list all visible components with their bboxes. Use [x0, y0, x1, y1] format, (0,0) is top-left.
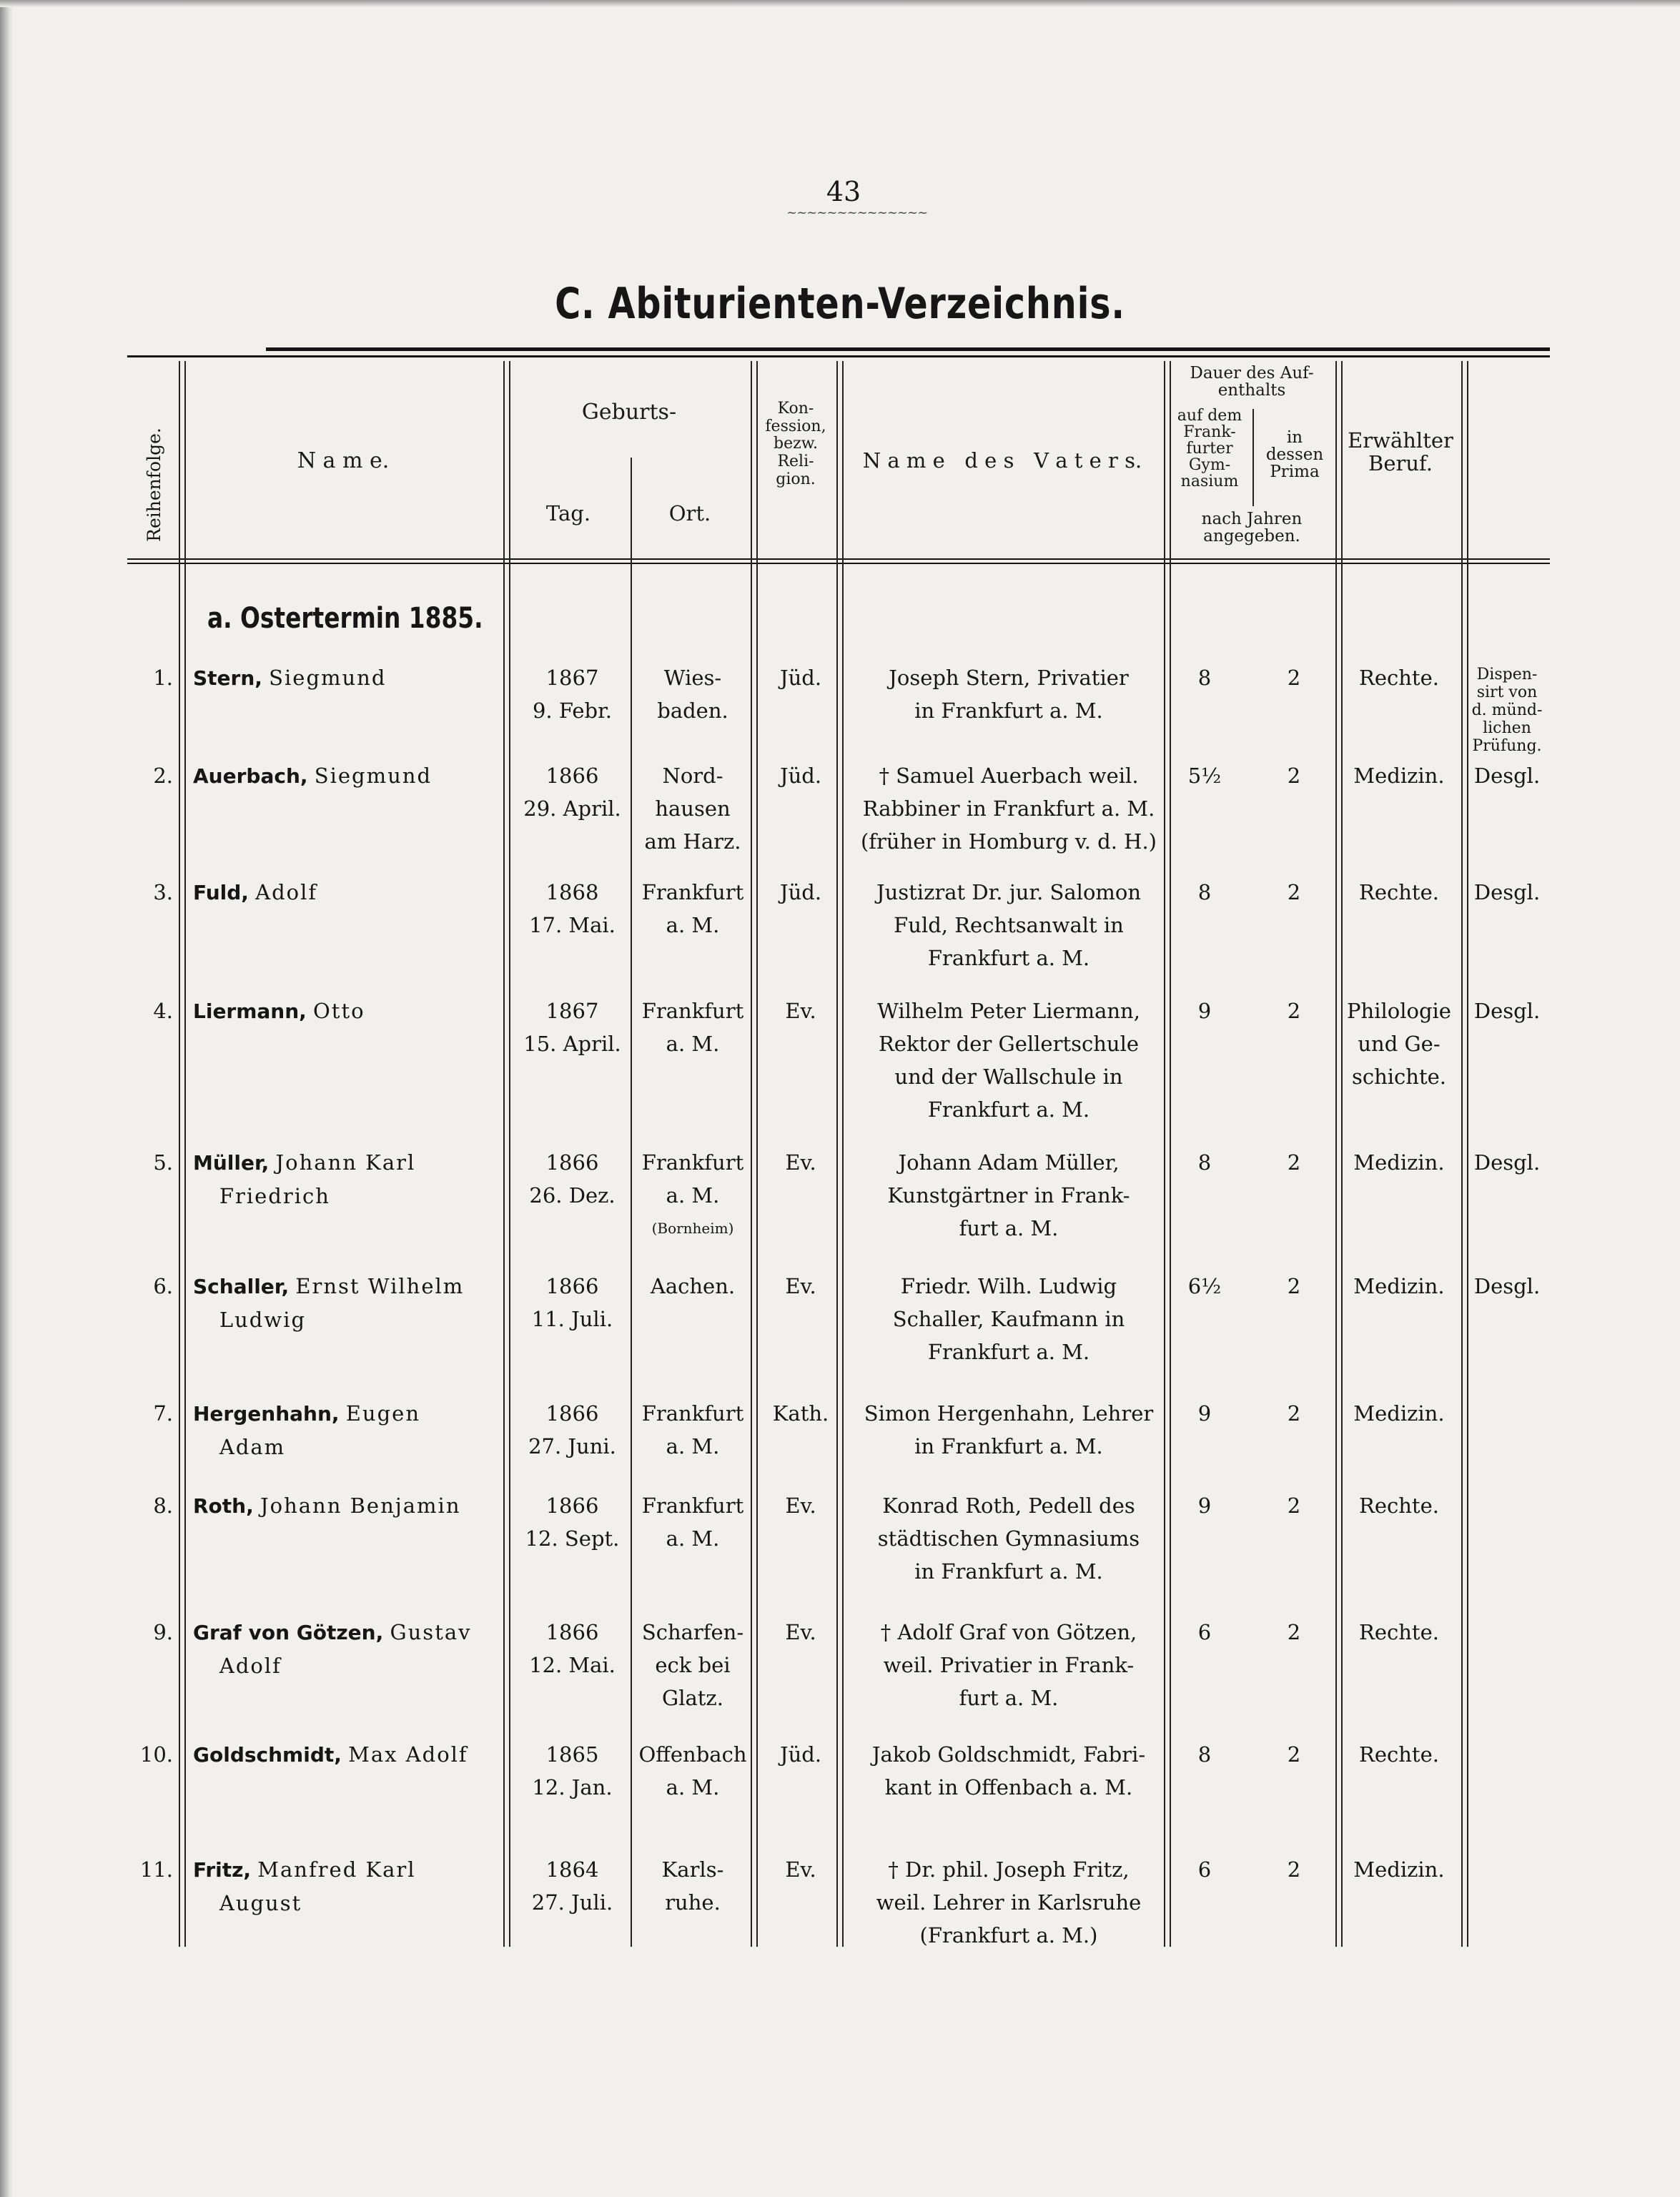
student-surname: Hergenhahn,	[193, 1402, 340, 1426]
row-number: 9.	[153, 1620, 173, 1644]
years-in-prima: 2	[1287, 1620, 1301, 1644]
student-given-names: Gustav	[390, 1620, 472, 1644]
student-surname: Roth,	[193, 1494, 254, 1518]
birth-place: Aachen.	[650, 1274, 736, 1298]
header-ort: Ort.	[668, 501, 711, 525]
header-dauer-top: Dauer des Auf- enthalts	[1190, 364, 1314, 400]
years-at-gymnasium: 9	[1197, 1401, 1212, 1426]
student-name	[193, 1853, 508, 1920]
student-name	[193, 1397, 508, 1463]
scan-shadow-top	[0, 0, 1680, 7]
student-surname: Liermann,	[193, 999, 307, 1023]
years-in-prima: 2	[1287, 1857, 1301, 1882]
years-in-prima: 2	[1287, 1401, 1301, 1426]
student-name	[193, 1270, 508, 1336]
years-in-prima: 2	[1287, 764, 1301, 788]
scan-shadow-left	[0, 0, 13, 2197]
confession: Jüd.	[779, 880, 822, 904]
row-number: 6.	[153, 1274, 173, 1298]
years-in-prima: 2	[1287, 1150, 1301, 1175]
row-number: 8.	[153, 1494, 173, 1518]
remark: Desgl.	[1473, 764, 1541, 788]
header-geburts: Geburts-	[581, 400, 677, 425]
row-number: 4.	[153, 999, 173, 1023]
birth-date: 1866 11. Juli.	[531, 1274, 613, 1331]
header-name: N a m e.	[297, 448, 390, 473]
student-surname: Fritz,	[193, 1858, 252, 1882]
student-name	[193, 1616, 508, 1682]
chosen-profession: Medizin.	[1353, 1150, 1445, 1175]
section-title: C. Abiturienten-Verzeichnis.	[555, 279, 1125, 329]
student-name	[193, 1489, 508, 1523]
chosen-profession: Rechte.	[1359, 666, 1439, 690]
student-surname: Schaller,	[193, 1275, 290, 1298]
student-name	[193, 661, 508, 695]
birth-date: 1866 29. April.	[523, 764, 621, 821]
chosen-profession: Rechte.	[1359, 1620, 1439, 1644]
subsection-heading: a. Ostertermin 1885.	[207, 602, 483, 635]
chosen-profession: Rechte.	[1359, 1494, 1439, 1518]
confession: Ev.	[785, 1150, 816, 1175]
birth-place: Frankfurt a. M.	[641, 999, 744, 1056]
student-given-names: Manfred Karl	[257, 1857, 416, 1882]
birth-place: Frankfurt a. M.	[641, 1401, 744, 1458]
student-given-names: Johann Karl	[275, 1150, 416, 1175]
student-name	[193, 876, 508, 909]
header-dauer-prima: in dessen Prima	[1265, 428, 1324, 482]
chosen-profession: Rechte.	[1359, 880, 1439, 904]
row-number: 2.	[153, 764, 173, 788]
student-name	[193, 994, 508, 1028]
student-given-names-continued: Ludwig	[219, 1308, 307, 1332]
student-given-names-continued: Adolf	[219, 1654, 282, 1678]
student-surname: Auerbach,	[193, 764, 308, 788]
birth-place: Nord- hausen am Harz.	[644, 764, 741, 854]
confession: Ev.	[785, 1274, 816, 1298]
confession: Jüd.	[779, 1742, 822, 1767]
row-number: 5.	[153, 1150, 173, 1175]
confession: Ev.	[785, 1620, 816, 1644]
father-name: † Adolf Graf von Götzen, weil. Privatier in Frank- furt a. M.	[880, 1620, 1137, 1710]
student-given-names: Johann Benjamin	[260, 1494, 461, 1518]
student-given-names: Eugen	[345, 1401, 420, 1426]
confession: Ev.	[785, 1494, 816, 1518]
birth-date: 1867 9. Febr.	[532, 666, 613, 723]
student-surname: Stern,	[193, 666, 262, 690]
birth-date: 1867 15. April.	[523, 999, 621, 1056]
years-at-gymnasium: 5½	[1187, 764, 1222, 788]
row-number: 10.	[139, 1742, 173, 1767]
chosen-profession: Philologie und Ge- schichte.	[1347, 999, 1451, 1089]
student-name	[193, 759, 508, 793]
col-divider-prima	[1252, 409, 1254, 506]
header-tag: Tag.	[545, 501, 591, 525]
birth-place: Karls- ruhe.	[661, 1857, 724, 1915]
years-at-gymnasium: 9	[1197, 1494, 1212, 1518]
chosen-profession: Medizin.	[1353, 1857, 1445, 1882]
birth-place: Frankfurt a. M.	[641, 1150, 744, 1208]
remark: Desgl.	[1473, 880, 1541, 904]
header-beruf: Erwählter Beruf.	[1348, 428, 1453, 476]
header-vater: N a m e d e s V a t e r s.	[862, 448, 1142, 473]
student-name	[193, 1738, 508, 1772]
birth-date: 1866 26. Dez.	[529, 1150, 616, 1208]
birth-place: Frankfurt a. M.	[641, 1494, 744, 1551]
header-reihenfolge: Reihenfolge.	[144, 428, 164, 542]
header-konfession: Kon- fession, bezw. Reli- gion.	[765, 400, 826, 488]
years-at-gymnasium: 9	[1197, 999, 1212, 1023]
birth-place: Scharfen- eck bei Glatz.	[641, 1620, 744, 1710]
student-given-names: Adolf	[255, 880, 318, 904]
years-in-prima: 2	[1287, 1494, 1301, 1518]
remark: Desgl.	[1473, 1274, 1541, 1298]
remark: Desgl.	[1473, 999, 1541, 1023]
years-in-prima: 2	[1287, 999, 1301, 1023]
student-given-names: Max Adolf	[348, 1742, 468, 1767]
remark: Desgl.	[1473, 1150, 1541, 1175]
father-name: † Samuel Auerbach weil. Rabbiner in Frankfurt a. M. (früher in Homburg v. d. H.)	[860, 764, 1157, 854]
years-at-gymnasium: 6	[1197, 1620, 1212, 1644]
father-name: Simon Hergenhahn, Lehrer in Frankfurt a. M.	[864, 1401, 1154, 1458]
row-number: 3.	[153, 880, 173, 904]
years-at-gymnasium: 8	[1197, 1150, 1212, 1175]
years-in-prima: 2	[1287, 1742, 1301, 1767]
col-divider-name	[179, 361, 186, 1947]
page-number: 43	[826, 176, 861, 207]
student-given-names: Siegmund	[269, 666, 387, 690]
birth-place: Wies- baden.	[657, 666, 728, 723]
birth-date: 1864 27. Juli.	[531, 1857, 613, 1915]
row-number: 1.	[153, 666, 173, 690]
years-in-prima: 2	[1287, 880, 1301, 904]
row-number: 11.	[139, 1857, 173, 1882]
birth-date: 1868 17. Mai.	[529, 880, 616, 937]
years-at-gymnasium: 6½	[1187, 1274, 1222, 1298]
title-rule	[266, 347, 1550, 351]
row-number: 7.	[153, 1401, 173, 1426]
student-given-names: Otto	[313, 999, 365, 1023]
years-at-gymnasium: 8	[1197, 880, 1212, 904]
father-name: Wilhelm Peter Liermann, Rektor der Gellertschule und der Wallschule in Frankfurt a. M.	[877, 999, 1140, 1122]
father-name: Jakob Goldschmidt, Fabri- kant in Offenbach a. M.	[871, 1742, 1146, 1799]
confession: Kath.	[772, 1401, 829, 1426]
student-surname: Fuld,	[193, 881, 249, 904]
student-surname: Müller,	[193, 1151, 270, 1175]
confession: Jüd.	[779, 764, 822, 788]
student-name	[193, 1146, 508, 1213]
birth-date: 1866 27. Juni.	[528, 1401, 616, 1458]
header-dauer-bottom: nach Jahren angegeben.	[1201, 510, 1303, 546]
chosen-profession: Medizin.	[1353, 764, 1445, 788]
remark: Dispen- sirt von d. münd- lichen Prüfung.	[1471, 666, 1543, 755]
confession: Ev.	[785, 999, 816, 1023]
chosen-profession: Medizin.	[1353, 1401, 1445, 1426]
birth-date: 1866 12. Sept.	[525, 1494, 620, 1551]
years-in-prima: 2	[1287, 666, 1301, 690]
years-in-prima: 2	[1287, 1274, 1301, 1298]
years-at-gymnasium: 6	[1197, 1857, 1212, 1882]
student-given-names-continued: Adam	[219, 1435, 286, 1459]
chosen-profession: Rechte.	[1359, 1742, 1439, 1767]
chosen-profession: Medizin.	[1353, 1274, 1445, 1298]
student-given-names-continued: August	[219, 1891, 302, 1915]
birth-place-note: (Bornheim)	[651, 1220, 734, 1237]
father-name: Friedr. Wilh. Ludwig Schaller, Kaufmann in Frankfurt a. M.	[892, 1274, 1125, 1364]
header-dauer-gymnasium: auf dem Frank- furter Gym- nasium	[1177, 407, 1242, 491]
student-surname: Graf von Götzen,	[193, 1621, 384, 1644]
birth-place: Offenbach a. M.	[638, 1742, 747, 1799]
student-given-names: Siegmund	[314, 764, 433, 788]
birth-date: 1865 12. Jan.	[532, 1742, 613, 1799]
years-at-gymnasium: 8	[1197, 1742, 1212, 1767]
father-name: Justizrat Dr. jur. Salomon Fuld, Rechtsanwalt in Frankfurt a. M.	[876, 880, 1142, 970]
birth-place: Frankfurt a. M.	[641, 880, 744, 937]
confession: Ev.	[785, 1857, 816, 1882]
father-name: Joseph Stern, Privatier in Frankfurt a. M.	[889, 666, 1129, 723]
header-top-rule	[127, 355, 1550, 357]
student-given-names: Ernst Wilhelm	[295, 1274, 465, 1298]
birth-date: 1866 12. Mai.	[529, 1620, 616, 1677]
page-number-ornament: ~~~~~~~~~~~~~~	[786, 205, 928, 220]
student-given-names-continued: Friedrich	[219, 1184, 330, 1208]
father-name: Konrad Roth, Pedell des städtischen Gymnasiums in Frankfurt a. M.	[877, 1494, 1140, 1584]
father-name: † Dr. phil. Joseph Fritz, weil. Lehrer in Karlsruhe (Frankfurt a. M.)	[876, 1857, 1142, 1947]
confession: Jüd.	[779, 666, 822, 690]
years-at-gymnasium: 8	[1197, 666, 1212, 690]
student-surname: Goldschmidt,	[193, 1743, 342, 1767]
father-name: Johann Adam Müller, Kunstgärtner in Frank- furt a. M.	[887, 1150, 1130, 1240]
